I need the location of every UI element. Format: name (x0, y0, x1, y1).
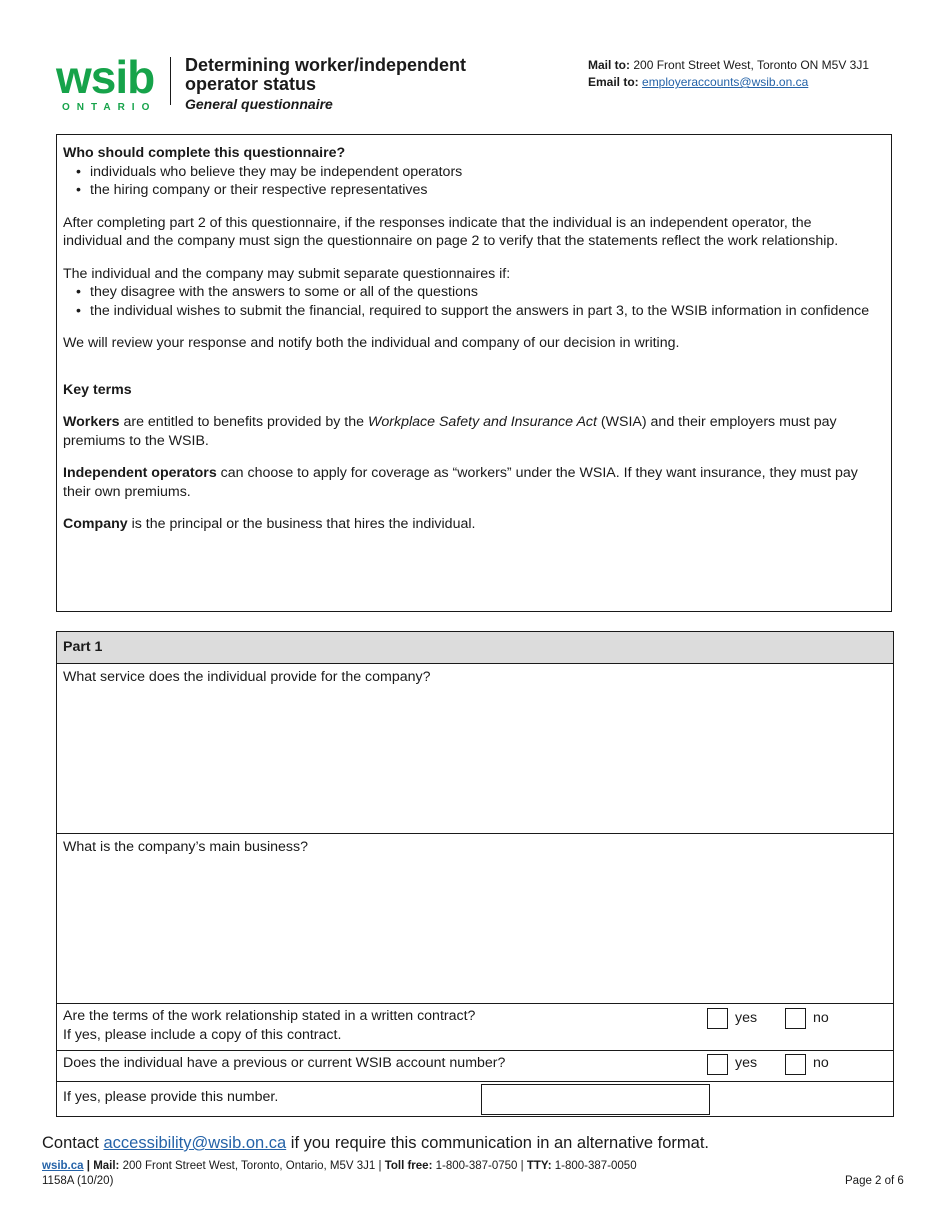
account-row (57, 1050, 893, 1081)
list-item: • they disagree with the answers to some or all of the questions (63, 283, 873, 302)
form-title: Determining worker/independent operator status (185, 55, 467, 94)
part1-heading: Part 1 (57, 632, 893, 663)
after-part2-text: After completing part 2 of this questionnaire, if the responses indicate that the individual is an independent operator, the individual and the company must sign the questionnaire on page 2 to verify that the statements reflect the work relationship. (63, 214, 839, 249)
form-code: 1158A (10/20) (42, 1175, 114, 1187)
separate-list (63, 283, 873, 320)
contract-yes-label: yes (735, 1010, 758, 1026)
instructions-box (56, 134, 892, 612)
footer-contact-line: wsib.ca | Mail: 200 Front Street West, Toronto, Ontario, M5V 3J1 | Toll free: 1-800-387-0750 | TTY: 1-800-387-0050 (42, 1160, 637, 1172)
workers-term: Workers (63, 414, 120, 430)
page-number: Page 2 of 6 (845, 1175, 904, 1187)
key-terms-heading: Key terms (63, 381, 132, 398)
form-subtitle: General questionnaire (185, 96, 333, 112)
company-definition (63, 515, 873, 534)
account-yes-label: yes (735, 1055, 758, 1071)
email-to-link[interactable]: employeraccounts@wsib.on.ca (642, 75, 809, 89)
email-to-line (588, 74, 869, 91)
contract-no-checkbox[interactable] (785, 1008, 806, 1029)
part1-table (56, 631, 894, 1117)
footer-tollfree-text: 1-800-387-0750 (435, 1160, 518, 1172)
who-list (63, 163, 873, 200)
list-item: • the hiring company or their respective representatives (63, 181, 873, 200)
wsib-site-link[interactable]: wsib.ca (42, 1160, 84, 1172)
header-contact (588, 57, 869, 91)
footer-mail-label: Mail: (93, 1160, 120, 1172)
email-to-label: Email to: (588, 75, 639, 89)
logo-wordmark: wsib (56, 51, 155, 103)
contract-question: Are the terms of the work relationship stated in a written contract? (63, 1008, 476, 1024)
footer-tollfree-label: Toll free: (384, 1160, 433, 1172)
workers-text-b: (WSIA) and their employers must pay premiums to the WSIB. (63, 414, 837, 449)
header-divider (170, 57, 171, 105)
workers-definition (63, 413, 873, 450)
contract-yes-checkbox[interactable] (707, 1008, 728, 1029)
account-number-row (57, 1081, 893, 1117)
contract-no-label: no (813, 1010, 829, 1026)
footer-tty-label: TTY: (526, 1160, 552, 1172)
logo-subtext: ONTARIO (62, 102, 157, 113)
workers-text-a: are entitled to benefits provided by the (123, 414, 365, 430)
company-text: is the principal or the business that hires the individual. (131, 516, 476, 532)
account-no-label: no (813, 1055, 829, 1071)
account-question: Does the individual have a previous or current WSIB account number? (63, 1055, 506, 1071)
account-yes-checkbox[interactable] (707, 1054, 728, 1075)
footer-tty-text: 1-800-387-0050 (554, 1160, 637, 1172)
access-prefix: Contact (42, 1134, 99, 1152)
accessibility-note (42, 1134, 709, 1153)
business-question: What is the company’s main business? (63, 839, 308, 855)
review-text: We will review your response and notify both the individual and company of our decision in writing. (63, 335, 680, 351)
mail-to-address: 200 Front Street West, Toronto ON M5V 3J1 (633, 58, 870, 72)
accessibility-email-link[interactable]: accessibility@wsib.on.ca (103, 1134, 287, 1152)
wsib-logo (56, 51, 160, 113)
mail-to-line (588, 57, 869, 74)
separate-intro: The individual and the company may submit separate questionnaires if: (63, 265, 511, 282)
service-answer-area[interactable] (57, 663, 893, 833)
business-answer-area[interactable] (57, 833, 893, 1003)
account-number-question: If yes, please provide this number. (63, 1089, 279, 1105)
access-suffix: if you require this communication in an alternative format. (290, 1134, 709, 1152)
service-question: What service does the individual provide for the company? (63, 669, 431, 685)
io-text: can choose to apply for coverage as “workers” under the WSIA. If they want insurance, they must pay their own premiums. (63, 465, 858, 500)
footer-mail-text: 200 Front Street West, Toronto, Ontario, M5V 3J1 (122, 1160, 376, 1172)
io-definition (63, 464, 873, 501)
account-number-field[interactable] (481, 1084, 710, 1115)
contract-row (57, 1003, 893, 1050)
account-no-checkbox[interactable] (785, 1054, 806, 1075)
list-item: • individuals who believe they may be independent operators (63, 163, 873, 182)
company-term: Company (63, 516, 128, 532)
act-name: Workplace Safety and Insurance Act (367, 414, 597, 430)
mail-to-label: Mail to: (588, 58, 630, 72)
list-item: • the individual wishes to submit the financial, required to support the answers in part 3, to the WSIB information in confidence (63, 302, 873, 321)
who-heading: Who should complete this questionnaire? (63, 145, 346, 161)
io-term: Independent operators (63, 465, 217, 481)
contract-note: If yes, please include a copy of this contract. (63, 1026, 342, 1043)
